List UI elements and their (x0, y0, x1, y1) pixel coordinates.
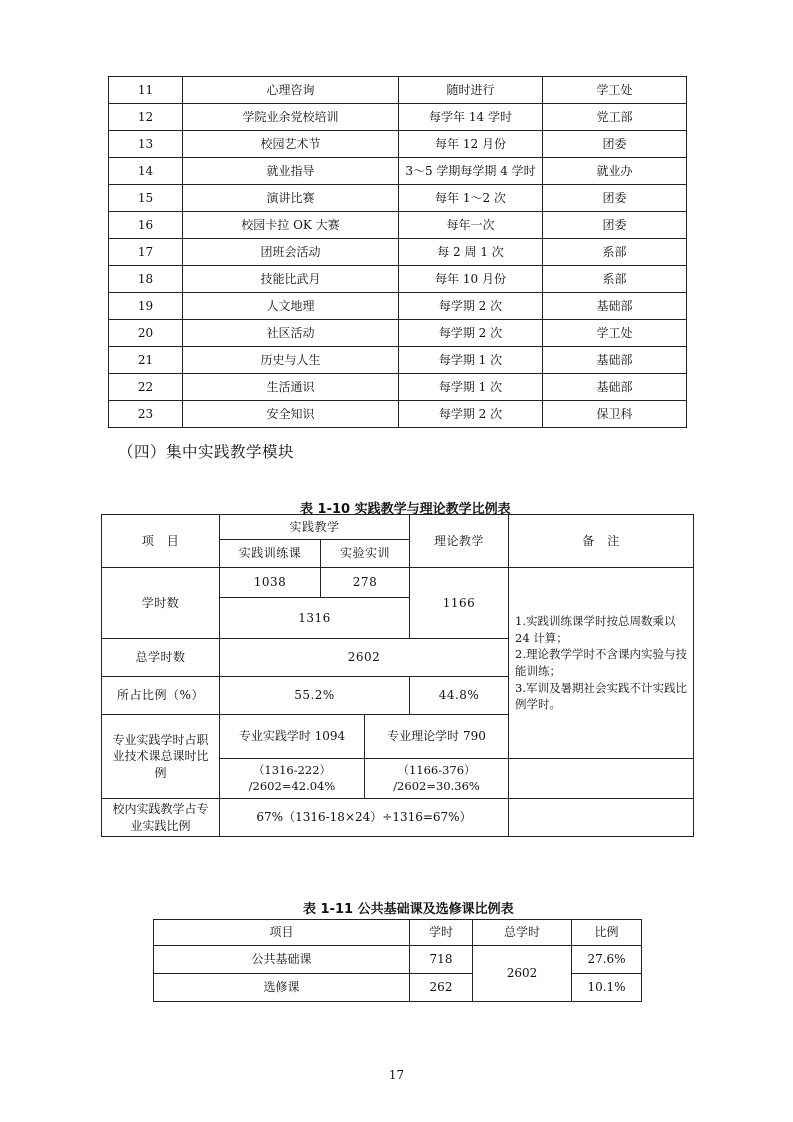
cell-prof-theory-calc (365, 759, 509, 799)
cell-number: 18 (109, 266, 183, 293)
cell-activity-name: 校园卡拉 OK 大赛 (183, 212, 399, 239)
cell-department: 基础部 (543, 293, 687, 320)
cell-item-elective: 选修课 (154, 974, 410, 1002)
cell-lab-hours: 278 (321, 568, 410, 598)
cell-activity-name: 就业指导 (183, 158, 399, 185)
cell-number: 11 (109, 77, 183, 104)
cell-schedule: 每学年 14 学时 (399, 104, 543, 131)
cell-ratio-elective: 10.1% (572, 974, 642, 1002)
header-note: 备 注 (509, 515, 694, 568)
cell-activity-name: 演讲比赛 (183, 185, 399, 212)
cell-activity-name: 校园艺术节 (183, 131, 399, 158)
cell-campus-ratio: 67%（1316-18×24）÷1316=67%） (220, 799, 509, 837)
cell-department: 团委 (543, 185, 687, 212)
cell-schedule: 随时进行 (399, 77, 543, 104)
table-1-11-caption: 表 1-11 公共基础课及选修课比例表 (303, 902, 514, 917)
cell-number: 21 (109, 347, 183, 374)
cell-schedule: 每 2 周 1 次 (399, 239, 543, 266)
cell-activity-name: 社区活动 (183, 320, 399, 347)
cell-department: 保卫科 (543, 401, 687, 428)
cell-department: 学工处 (543, 320, 687, 347)
cell-number: 16 (109, 212, 183, 239)
cell-department: 党工部 (543, 104, 687, 131)
cell-total-hours: 2602 (220, 639, 509, 677)
cell-theory-ratio: 44.8% (410, 677, 509, 715)
cell-department: 团委 (543, 131, 687, 158)
row-label-total: 总学时数 (102, 639, 220, 677)
cell-department: 团委 (543, 212, 687, 239)
public-elective-ratio-table (153, 919, 642, 1002)
cell-training-hours: 1038 (220, 568, 321, 598)
table-row (109, 347, 687, 374)
header-item: 项 目 (102, 515, 220, 568)
cell-schedule: 每学期 1 次 (399, 374, 543, 401)
prof-practice-calc-line-2: /2602=42.04% (248, 778, 336, 793)
table-row (109, 185, 687, 212)
cell-activity-name: 生活通识 (183, 374, 399, 401)
table-row (109, 131, 687, 158)
notes-empty-cell-b (509, 799, 694, 837)
cell-schedule: 3～5 学期每学期 4 学时 (399, 158, 543, 185)
prof-theory-calc-line-1: （1166-376） (397, 762, 476, 777)
table-row (109, 401, 687, 428)
cell-number: 13 (109, 131, 183, 158)
cell-prof-practice-calc (220, 759, 365, 799)
cell-practice-total: 1316 (220, 598, 410, 639)
cell-hours-elective: 262 (410, 974, 473, 1002)
cell-item-public: 公共基础课 (154, 946, 410, 974)
table-row (109, 212, 687, 239)
cell-activity-name: 技能比武月 (183, 266, 399, 293)
header-hours: 学时 (410, 920, 473, 946)
note-2: 2.理论教学学时不含课内实验与技能训练； (515, 647, 687, 678)
cell-number: 17 (109, 239, 183, 266)
cell-activity-name: 历史与人生 (183, 347, 399, 374)
cell-department: 学工处 (543, 77, 687, 104)
cell-number: 23 (109, 401, 183, 428)
header-item: 项目 (154, 920, 410, 946)
practice-theory-ratio-table (101, 514, 694, 837)
cell-schedule: 每学期 2 次 (399, 401, 543, 428)
cell-prof-theory: 专业理论学时 790 (365, 715, 509, 759)
row-label-campus: 校内实践教学占专业实践比例 (102, 799, 220, 837)
row-label-professional: 专业实践学时占职业技术课总课时比例 (102, 715, 220, 799)
cell-schedule: 每年 10 月份 (399, 266, 543, 293)
note-1: 1.实践训练课学时按总周数乘以 24 计算； (515, 613, 676, 645)
header-lab-training: 实验实训 (321, 540, 410, 568)
cell-activity-name: 团班会活动 (183, 239, 399, 266)
cell-schedule: 每年一次 (399, 212, 543, 239)
cell-schedule: 每年 1～2 次 (399, 185, 543, 212)
notes-cell (509, 568, 694, 759)
cell-schedule: 每学期 1 次 (399, 347, 543, 374)
cell-activity-name: 人文地理 (183, 293, 399, 320)
table-1-10-caption: 表 1-10 实践教学与理论教学比例表 (300, 502, 511, 517)
cell-department: 就业办 (543, 158, 687, 185)
table-row (109, 266, 687, 293)
prof-theory-calc-line-2: /2602=30.36% (393, 778, 480, 793)
cell-ratio-public: 27.6% (572, 946, 642, 974)
cell-number: 19 (109, 293, 183, 320)
header-total-hours: 总学时 (473, 920, 572, 946)
cell-hours-public: 718 (410, 946, 473, 974)
cell-number: 20 (109, 320, 183, 347)
cell-activity-name: 心理咨询 (183, 77, 399, 104)
table-row (109, 239, 687, 266)
table-row (109, 293, 687, 320)
cell-department: 基础部 (543, 347, 687, 374)
header-practice-training: 实践训练课 (220, 540, 321, 568)
table-row (109, 320, 687, 347)
cell-schedule: 每学期 2 次 (399, 293, 543, 320)
table-row (109, 374, 687, 401)
cell-number: 12 (109, 104, 183, 131)
header-practice: 实践教学 (220, 515, 410, 540)
table-row (109, 77, 687, 104)
cell-practice-ratio: 55.2% (220, 677, 410, 715)
cell-theory-hours: 1166 (410, 568, 509, 639)
row-label-hours: 学时数 (102, 568, 220, 639)
cell-prof-practice: 专业实践学时 1094 (220, 715, 365, 759)
cell-number: 22 (109, 374, 183, 401)
cell-schedule: 每年 12 月份 (399, 131, 543, 158)
section-heading: （四）集中实践教学模块 (118, 443, 295, 461)
table-row (109, 158, 687, 185)
cell-number: 15 (109, 185, 183, 212)
activities-table (108, 76, 687, 428)
cell-schedule: 每学期 2 次 (399, 320, 543, 347)
header-ratio: 比例 (572, 920, 642, 946)
cell-activity-name: 学院业余党校培训 (183, 104, 399, 131)
row-label-ratio: 所占比例（%） (102, 677, 220, 715)
cell-department: 系部 (543, 266, 687, 293)
prof-practice-calc-line-1: （1316-222） (252, 762, 332, 777)
note-3: 3.军训及暑期社会实践不计实践比例学时。 (515, 680, 687, 712)
cell-total-hours: 2602 (473, 946, 572, 1002)
page-number: 17 (388, 1068, 405, 1082)
cell-department: 基础部 (543, 374, 687, 401)
cell-department: 系部 (543, 239, 687, 266)
cell-number: 14 (109, 158, 183, 185)
header-theory: 理论教学 (410, 515, 509, 568)
cell-activity-name: 安全知识 (183, 401, 399, 428)
table-row (109, 104, 687, 131)
activities-table-body (109, 77, 687, 428)
notes-empty-cell-a (509, 759, 694, 799)
